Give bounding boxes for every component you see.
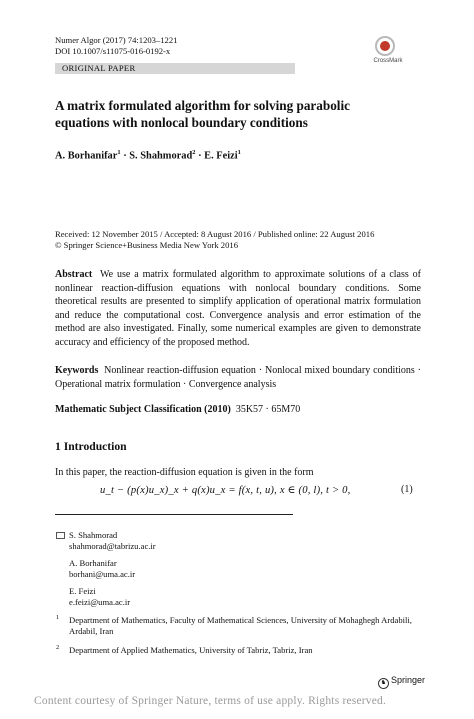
journal-citation: Numer Algor (2017) 74:1203–1221 bbox=[55, 35, 178, 45]
author-name[interactable]: E. Feizi bbox=[204, 150, 238, 162]
affiliation: Department of Mathematics, Faculty of Mathematical Sciences, University of Mohaghegh Ardabili, Ardabil, Iran bbox=[69, 615, 412, 636]
corr-email[interactable]: e.feizi@uma.ac.ir bbox=[69, 597, 131, 607]
affiliation: Department of Applied Mathematics, University of Tabriz, Tabriz, Iran bbox=[69, 645, 313, 655]
subject-classification bbox=[55, 403, 421, 417]
corr-email[interactable]: shahmorad@tabrizu.ac.ir bbox=[69, 541, 156, 551]
crossmark-badge[interactable] bbox=[364, 36, 434, 66]
envelope-icon bbox=[56, 532, 65, 539]
paper-title: A matrix formulated algorithm for solving parabolic equations with nonlocal boundary conditions bbox=[55, 98, 350, 130]
author-name[interactable]: A. Borhanifar bbox=[55, 150, 118, 162]
received-dates: Received: 12 November 2015 / Accepted: 8 August 2016 / Published online: 22 August 2016 bbox=[55, 229, 375, 239]
keywords-text: Nonlinear reaction-diffusion equation · Nonlocal mixed boundary conditions · Operational matrix formulation · Convergence analysis bbox=[55, 365, 422, 390]
author-separator: · bbox=[195, 150, 205, 162]
paper-type: ORIGINAL PAPER bbox=[62, 63, 136, 73]
section-heading: 1 Introduction bbox=[55, 440, 127, 453]
abstract-label: Abstract bbox=[55, 269, 93, 280]
corr-name: E. Feizi bbox=[69, 586, 96, 596]
publication-history bbox=[55, 229, 435, 251]
doi[interactable]: DOI 10.1007/s11075-016-0192-x bbox=[55, 46, 171, 56]
author-affiliation-mark: 1 bbox=[117, 149, 121, 156]
author-affiliation-mark: 2 bbox=[192, 149, 196, 156]
springer-horse-icon: ♞ bbox=[378, 678, 389, 689]
msc-label: Mathematic Subject Classification (2010) bbox=[55, 404, 231, 415]
springer-logo bbox=[378, 675, 425, 689]
correspondence-block bbox=[69, 530, 156, 608]
crossmark-label: CrossMark bbox=[373, 58, 403, 64]
keywords-label: Keywords bbox=[55, 365, 99, 376]
footnote-divider bbox=[55, 514, 293, 515]
equation: u_t − (p(x)u_x)_x + q(x)u_x = f(x, t, u), x ∈ (0, l), t > 0, bbox=[100, 485, 351, 496]
corr-name: A. Borhanifar bbox=[69, 558, 117, 568]
abstract bbox=[55, 268, 421, 349]
abstract-text: We use a matrix formulated algorithm to approximate solutions of a class of nonlinear reaction-diffusion equations with nonlocal boundary conditions. Some theoretical results are presented to simplify application of operational matrix formulation and reduce the computational cost. Convergence analysis and error estimation of the method are also investigated. Finally, some numerical examples are given to demonstrate accuracy and efficiency of the proposed method. bbox=[55, 269, 421, 348]
journal-header bbox=[55, 35, 177, 57]
affiliation-number: 1 bbox=[56, 614, 60, 621]
intro-text: In this paper, the reaction-diffusion equation is given in the form bbox=[55, 467, 314, 478]
keywords bbox=[55, 364, 421, 391]
crossmark-icon bbox=[375, 36, 395, 56]
copyright: © Springer Science+Business Media New York 2016 bbox=[55, 240, 238, 250]
author-affiliation-mark: 1 bbox=[237, 149, 241, 156]
corr-email[interactable]: borhani@uma.ac.ir bbox=[69, 569, 136, 579]
springer-label: Springer bbox=[391, 675, 426, 685]
author-list bbox=[55, 149, 241, 161]
msc-text: 35K57 · 65M70 bbox=[235, 404, 301, 415]
author-separator: · bbox=[120, 150, 130, 162]
equation-number: (1) bbox=[401, 484, 413, 495]
affiliation-number: 2 bbox=[56, 644, 60, 651]
corr-name: S. Shahmorad bbox=[69, 530, 118, 540]
courtesy-watermark: Content courtesy of Springer Nature, terms of use apply. Rights reserved. bbox=[34, 695, 387, 707]
author-name[interactable]: S. Shahmorad bbox=[129, 150, 193, 162]
